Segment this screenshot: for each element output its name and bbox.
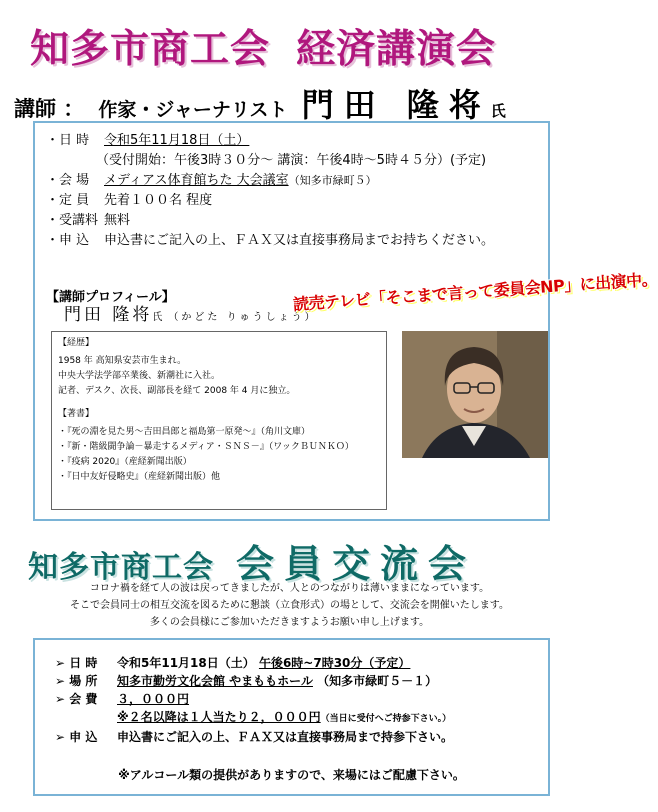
career-line: 1958 年 高知県安芸市生まれ。 — [58, 356, 187, 366]
speaker-honorific: 氏 — [490, 102, 506, 120]
lecture-venue-row: ・会 場 メディアス体育館ちた 大会議室（知多市緑町５） — [46, 173, 377, 188]
exchange-fee-row: ➢ 会 費 ３，０００円 — [55, 692, 190, 706]
title2-organizer: 知多市商工会 — [28, 550, 214, 585]
exchange-apply-row: ➢ 申 込 申込書にご記入の上、ＦＡＸ又は直接事務局まで持参下さい。 — [55, 730, 454, 744]
book-item: ・『日中友好侵略史』（産経新聞出版）他 — [58, 472, 221, 482]
speaker-name: 門田 隆将 — [301, 86, 491, 124]
exchange-date-row: ➢ 日 時 令和5年11月18日（土） 午後6時~7時30分（予定） — [55, 656, 411, 670]
book-item: ・『新・階級闘争論－暴走するメディア・ＳＮＳ－』（ワックＢＵＮＫＯ） — [58, 442, 354, 452]
book-item: ・『死の淵を見た男～吉田昌郎と福島第一原発～』（角川文庫） — [58, 427, 311, 437]
title2-event: 会員交流会 — [236, 541, 477, 586]
lecture-date-row: ・日 時 令和5年11月18日（土） — [46, 133, 250, 148]
title-event: 経済講演会 — [296, 27, 497, 72]
speaker-role: 作家・ジャーナリスト — [98, 99, 288, 121]
exchange-intro — [0, 580, 579, 631]
intro-line: 多くの会員様にご参加いただきますようお願い申し上げます。 — [149, 617, 430, 628]
event-title — [30, 18, 570, 74]
speaker-label: 講師 ： — [14, 97, 85, 121]
exchange-details — [55, 654, 453, 746]
lecture-details — [46, 131, 494, 251]
profile-name: 門田 隆将氏 （かどた りゅうしょう） — [64, 305, 318, 325]
career-heading: 【経歴】 — [58, 338, 95, 348]
lecture-apply-row: ・申 込 申込書にご記入の上、ＦＡＸ又は直接事務局までお持ちください。 — [46, 233, 495, 248]
career-box — [51, 331, 387, 510]
intro-line: コロナ禍を経て人の波は戻ってきましたが、人とのつながりは薄いままになっています。 — [89, 583, 490, 594]
lecture-fee-row: ・受講料 無料 — [46, 213, 131, 228]
speaker-photo — [402, 331, 548, 458]
tv-appearance-banner: 読売テレビ「そこまで言って委員会NP」に出演中。 — [292, 269, 658, 314]
intro-line: そこで会員同士の相互交流を図るために懇談（立食形式）の場として、交流会を開催いたします。 — [70, 600, 509, 611]
exchange-fee-note-row: ※２名以降は１人当たり２，０００円（当日に受付へご持参下さい。） — [117, 710, 452, 724]
speaker-line — [14, 80, 574, 126]
exchange-venue-row: ➢ 場 所 知多市勤労文化会館 やまももホール （知多市緑町５－１） — [55, 674, 438, 688]
books-heading: 【著書】 — [58, 409, 95, 419]
lecture-capacity-row: ・定 員 先着１００名 程度 — [46, 193, 213, 208]
title-organizer: 知多市商工会 — [30, 27, 271, 72]
career-line: 記者、デスク、次長、副部長を経て 2008 年 4 月に独立。 — [58, 386, 296, 396]
profile-heading: 【講師プロフィール】 — [46, 290, 175, 305]
career-line: 中央大学法学部卒業後、新潮社に入社。 — [58, 371, 221, 381]
book-item: ・『疫病 2020』（産経新聞出版） — [58, 457, 192, 467]
lecture-time-row: （受付開始：午後3時３０分～ 講演：午後4時～5時４５分）(予定) — [96, 153, 487, 168]
alcohol-note: ※アルコール類の提供がありますので、来場にはご配慮下さい。 — [118, 768, 465, 782]
portrait-photo-icon — [402, 331, 548, 458]
